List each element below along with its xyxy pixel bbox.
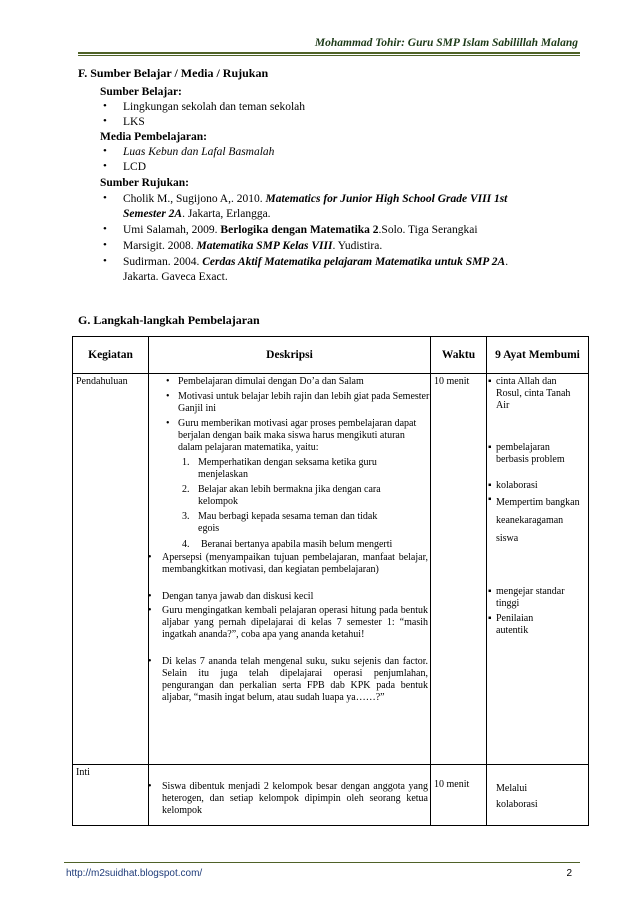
number-marker: 3. xyxy=(182,511,190,522)
ayat-item: Penilaian autentik xyxy=(496,613,534,636)
list-item: Mau berbagi kepada sesama teman dan tidak egois xyxy=(198,511,378,534)
bullet-icon: • xyxy=(103,115,107,127)
bullet-icon: • xyxy=(103,255,107,267)
bullet-icon: • xyxy=(148,656,152,667)
rujukan-item-cont: Jakarta. Gaveca Exact. xyxy=(123,271,228,283)
table-row xyxy=(73,374,589,765)
footer-divider xyxy=(64,862,580,863)
rujukan-item-cont: Semester 2A. Jakarta, Erlangga. xyxy=(123,208,271,220)
section-f-heading: F. Sumber Belajar / Media / Rujukan xyxy=(78,66,269,80)
cell-waktu: 10 menit xyxy=(431,374,487,765)
list-item: Guru mengingatkan kembali pelajaran operasi hitung pada bentuk aljabar yang pernah dipelajarai di kelas 7 semester 1: “masih ingatkah ananda?”, coba apa yang ananda ketahui! xyxy=(162,605,428,640)
bullet-icon: • xyxy=(148,781,152,792)
sumber-belajar-label: Sumber Belajar: xyxy=(100,86,182,98)
rujukan-label: Sumber Rujukan: xyxy=(100,177,189,189)
number-marker: 2. xyxy=(182,484,190,495)
cell-kegiatan: Pendahuluan xyxy=(73,374,149,765)
list-item: Belajar akan lebih bermakna jika dengan cara kelompok xyxy=(198,484,381,507)
square-bullet-icon: ▪ xyxy=(488,586,492,597)
list-item: Dengan tanya jawab dan diskusi kecil xyxy=(162,591,314,602)
square-bullet-icon: ▪ xyxy=(488,494,492,505)
list-item: Siswa dibentuk menjadi 2 kelompok besar dengan anggota yang heterogen, dan setiap kelompok dipimpin oleh seorang ketua kelompok xyxy=(162,781,428,816)
bullet-icon: • xyxy=(148,552,152,563)
bullet-icon: • xyxy=(166,376,170,387)
col-deskripsi: Deskripsi xyxy=(149,337,431,374)
col-waktu: Waktu xyxy=(431,337,487,374)
cell-kegiatan: Inti xyxy=(73,765,149,826)
ayat-item: mengejar standar tinggi xyxy=(496,586,565,609)
list-item: Guru memberikan motivasi agar proses pembelajaran dapat berjalan dengan baik maka siswa harus mengikuti aturan dalam pelajaran matematika, yaitu: xyxy=(178,418,417,453)
langkah-table xyxy=(72,336,589,826)
bullet-icon: • xyxy=(148,591,152,602)
cell-ayat xyxy=(487,374,589,765)
bullet-icon: • xyxy=(148,605,152,616)
col-ayat: 9 Ayat Membumi xyxy=(487,337,589,374)
bullet-icon: • xyxy=(103,160,107,172)
table-row xyxy=(73,765,589,826)
header-divider-thin xyxy=(78,55,580,56)
number-marker: 1. xyxy=(182,457,190,468)
header-divider xyxy=(78,52,580,54)
bullet-icon: • xyxy=(103,223,107,235)
rujukan-item: Cholik M., Sugijono A,. 2010. Matematics for Junior High School Grade VIII 1st xyxy=(123,193,508,205)
cell-deskripsi xyxy=(149,374,431,765)
ayat-item: cinta Allah dan Rosul, cinta Tanah Air xyxy=(496,376,571,411)
number-marker: 4. xyxy=(182,539,190,550)
ayat-item: pembelajaran berbasis problem xyxy=(496,442,565,465)
table-header-row xyxy=(73,337,589,374)
section-g-heading: G. Langkah-langkah Pembelajaran xyxy=(78,313,260,327)
rujukan-item: Umi Salamah, 2009. Berlogika dengan Matematika 2.Solo. Tiga Serangkai xyxy=(123,224,478,236)
list-item: Beranai bertanya apabila masih belum mengerti xyxy=(201,539,393,550)
media-item: LCD xyxy=(123,161,146,173)
list-item: Di kelas 7 ananda telah mengenal suku, suku sejenis dan factor. Selain itu juga telah dipelajarai operasi penjumlahan, pengurangan dan perkalian serta FPB dab KPK pada bentuk aljabar, “masih ingat belum, atau sudah luapa ya……?” xyxy=(162,656,428,703)
bullet-icon: • xyxy=(103,145,107,157)
ayat-item: Mempertim bangkan keanekaragaman siswa xyxy=(496,497,580,544)
rujukan-item: Marsigit. 2008. Matematika SMP Kelas VIII. Yudistira. xyxy=(123,240,383,252)
list-item: Motivasi untuk belajar lebih rajin dan lebih giat pada Semester Ganjil ini xyxy=(178,391,430,414)
square-bullet-icon: ▪ xyxy=(488,376,492,387)
rujukan-item: Sudirman. 2004. Cerdas Aktif Matematika pelajaram Matematika untuk SMP 2A. xyxy=(123,256,509,268)
page-number: 2 xyxy=(566,868,572,879)
footer-link[interactable]: http://m2suidhat.blogspot.com/ xyxy=(66,868,203,879)
sumber-item: LKS xyxy=(123,116,145,128)
ayat-item: Melalui kolaborasi xyxy=(496,783,538,810)
square-bullet-icon: ▪ xyxy=(488,442,492,453)
ayat-item: kolaborasi xyxy=(496,480,538,491)
sumber-item: Lingkungan sekolah dan teman sekolah xyxy=(123,101,306,113)
square-bullet-icon: ▪ xyxy=(488,480,492,491)
cell-deskripsi xyxy=(149,765,431,826)
bullet-icon: • xyxy=(103,100,107,112)
bullet-icon: • xyxy=(166,418,170,429)
col-kegiatan: Kegiatan xyxy=(73,337,149,374)
list-item: Memperhatikan dengan seksama ketika guru menjelaskan xyxy=(198,457,377,480)
bullet-icon: • xyxy=(103,239,107,251)
square-bullet-icon: ▪ xyxy=(488,613,492,624)
header-title: Mohammad Tohir: Guru SMP Islam Sabilillah Malang xyxy=(314,37,578,49)
list-item: Pembelajaran dimulai dengan Do’a dan Salam xyxy=(178,376,364,387)
media-label: Media Pembelajaran: xyxy=(100,131,207,143)
bullet-icon: • xyxy=(103,192,107,204)
bullet-icon: • xyxy=(166,391,170,402)
waktu-value: 10 menit xyxy=(434,779,470,790)
cell-waktu xyxy=(431,765,487,826)
cell-ayat xyxy=(487,765,589,826)
list-item: Apersepsi (menyampaikan tujuan pembelajaran, manfaat belajar, membangkitkan motivasi, dan kegiatan pembelajaran) xyxy=(162,552,428,575)
media-item: Luas Kebun dan Lafal Basmalah xyxy=(123,146,275,158)
